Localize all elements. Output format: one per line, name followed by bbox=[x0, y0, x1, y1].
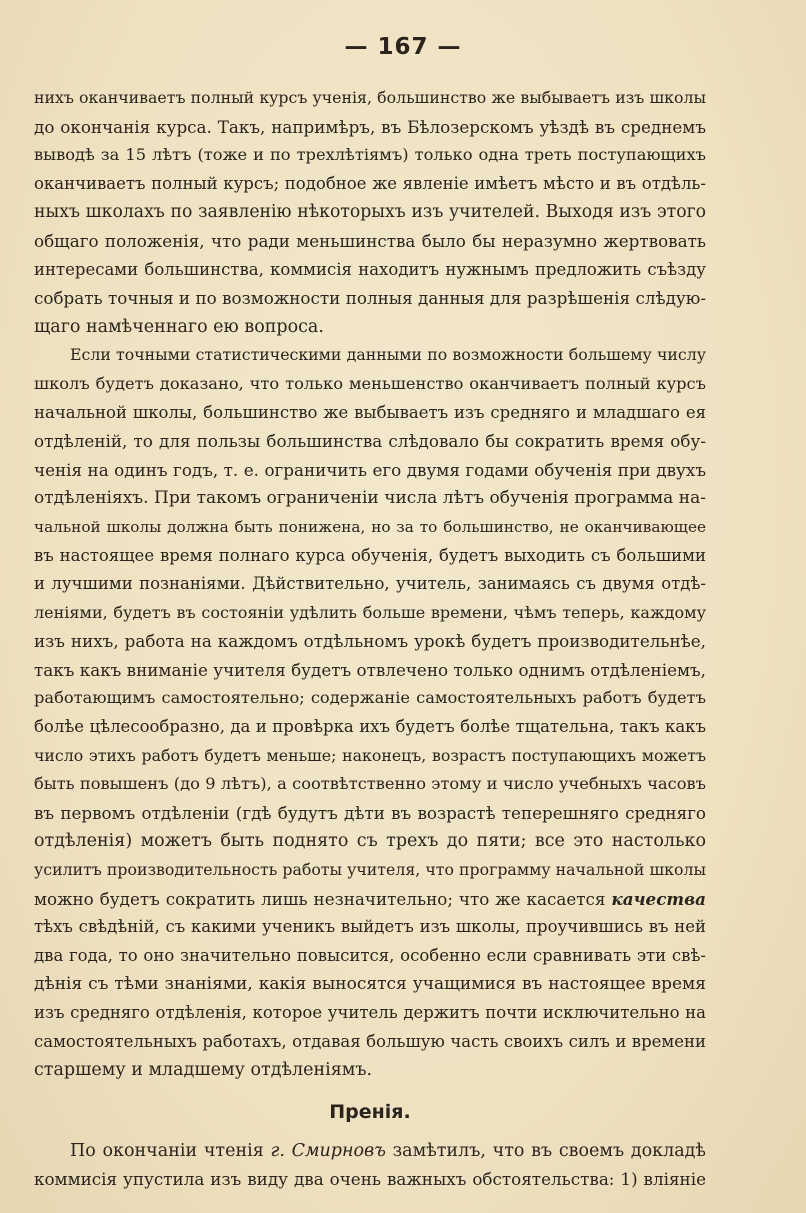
page-number: — 167 — bbox=[344, 34, 462, 60]
paragraph-1 bbox=[34, 84, 706, 341]
speaker-name: г. Смирновъ bbox=[270, 1140, 386, 1161]
text-line: два года, то оно значительно повысится, особенно если сравнивать эти свѣ- bbox=[34, 945, 706, 965]
text-line: чальной школы должна быть понижена, но за то большинство, не оканчивающее bbox=[34, 517, 706, 536]
text-line-with-speaker bbox=[34, 1137, 706, 1166]
text-line: отдѣленіяхъ. При такомъ ограниченіи числа лѣтъ обученія программа на- bbox=[34, 488, 706, 509]
text-line: леніями, будетъ въ состояніи удѣлить больше времени, чѣмъ теперь, каждому bbox=[34, 602, 706, 622]
text-line: работающимъ самостоятельно; содержаніе самостоятельныхъ работъ будетъ bbox=[34, 688, 706, 708]
paragraph-2 bbox=[34, 341, 706, 1084]
text-line: общаго положенія, что ради меньшинства было бы неразумно жертвовать bbox=[34, 230, 706, 251]
text-line: коммисія упустила изъ виду два очень важныхъ обстоятельства: 1) вліяніе bbox=[34, 1169, 706, 1190]
line-prefix: По окончаніи чтенія bbox=[70, 1140, 264, 1161]
text-line: въ первомъ отдѣленіи (гдѣ будутъ дѣти въ возрастѣ теперешняго средняго bbox=[34, 802, 706, 823]
body-text bbox=[34, 84, 706, 1194]
text-line: до окончанія курса. Такъ, напримѣръ, въ Бѣлозерскомъ уѣздѣ въ среднемъ bbox=[34, 116, 706, 137]
text-line: быть повышенъ (до 9 лѣтъ), а соотвѣтственно этому и число учебныхъ часовъ bbox=[34, 774, 706, 794]
text-line: болѣе цѣлесообразно, да и провѣрка ихъ будетъ болѣе тщательна, такъ какъ bbox=[34, 717, 706, 737]
text-line: начальной школы, большинство же выбываетъ изъ средняго и младшаго ея bbox=[34, 402, 706, 422]
text-line: собрать точныя и по возможности полныя данныя для разрѣшенія слѣдую- bbox=[34, 288, 706, 309]
text-line: изъ нихъ, работа на каждомъ отдѣльномъ урокѣ будетъ производительнѣе, bbox=[34, 631, 706, 652]
text-line: выводѣ за 15 лѣтъ (тоже и по трехлѣтіямъ) только одна треть поступающихъ bbox=[34, 145, 706, 165]
text-line: такъ какъ вниманіе учителя будетъ отвлечено только однимъ отдѣленіемъ, bbox=[34, 659, 706, 680]
text-line: изъ средняго отдѣленія, которое учитель держитъ почти исключительно на bbox=[34, 1003, 706, 1022]
text-line: старшему и младшему отдѣленіямъ. bbox=[34, 1060, 373, 1081]
section-heading: Пренія. bbox=[329, 1100, 411, 1123]
text-line: школъ будетъ доказано, что только меньшенство оканчиваетъ полный курсъ bbox=[34, 373, 706, 393]
text-line: дѣнія съ тѣми знаніями, какія выносятся учащимися въ настоящее время bbox=[34, 974, 706, 995]
text-line: нихъ оканчиваетъ полный курсъ ученія, большинство же выбываетъ изъ школы bbox=[34, 88, 706, 107]
text-line: и лучшими познаніями. Дѣйствительно, учитель, занимаясь съ двумя отдѣ- bbox=[34, 574, 706, 594]
text-line: оканчиваетъ полный курсъ; подобное же явленіе имѣетъ мѣсто и въ отдѣль- bbox=[34, 173, 706, 193]
text-line: ченія на одинъ годъ, т. е. ограничить его двумя годами обученія при двухъ bbox=[34, 459, 706, 480]
text-line: щаго намѣченнаго ею вопроса. bbox=[34, 316, 324, 337]
line-suffix: замѣтилъ, что въ своемъ докладѣ bbox=[392, 1140, 706, 1161]
text-line: интересами большинства, коммисія находитъ нужнымъ предложить съѣзду bbox=[34, 259, 706, 279]
text-line: въ настоящее время полнаго курса обученія, будетъ выходить съ большими bbox=[34, 545, 706, 565]
text-line: Если точными статистическими данными по возможности большему числу bbox=[70, 345, 706, 365]
text-line: число этихъ работъ будетъ меньше; наконецъ, возрастъ поступающихъ можетъ bbox=[34, 745, 706, 765]
text-line: самостоятельныхъ работахъ, отдавая большую часть своихъ силъ и времени bbox=[34, 1031, 706, 1051]
emphasized-word: качества bbox=[611, 888, 706, 909]
text-line: ныхъ школахъ по заявленію нѣкоторыхъ изъ учителей. Выходя изъ этого bbox=[34, 202, 706, 223]
text-line: тѣхъ свѣдѣній, съ какими ученикъ выйдетъ изъ школы, проучившись въ ней bbox=[34, 917, 706, 937]
text-line-with-emphasis bbox=[34, 885, 706, 914]
paragraph-3 bbox=[34, 1137, 706, 1194]
text-line: отдѣленій, то для пользы большинства слѣдовало бы сократить время обу- bbox=[34, 431, 706, 452]
text-line: отдѣленія) можетъ быть поднято съ трехъ до пяти; все это настолько bbox=[34, 831, 706, 852]
line-prefix: можно будетъ сократить лишь незначительно; что же касается bbox=[34, 888, 606, 909]
text-line: усилитъ производительность работы учителя, что программу начальной школы bbox=[34, 860, 706, 880]
